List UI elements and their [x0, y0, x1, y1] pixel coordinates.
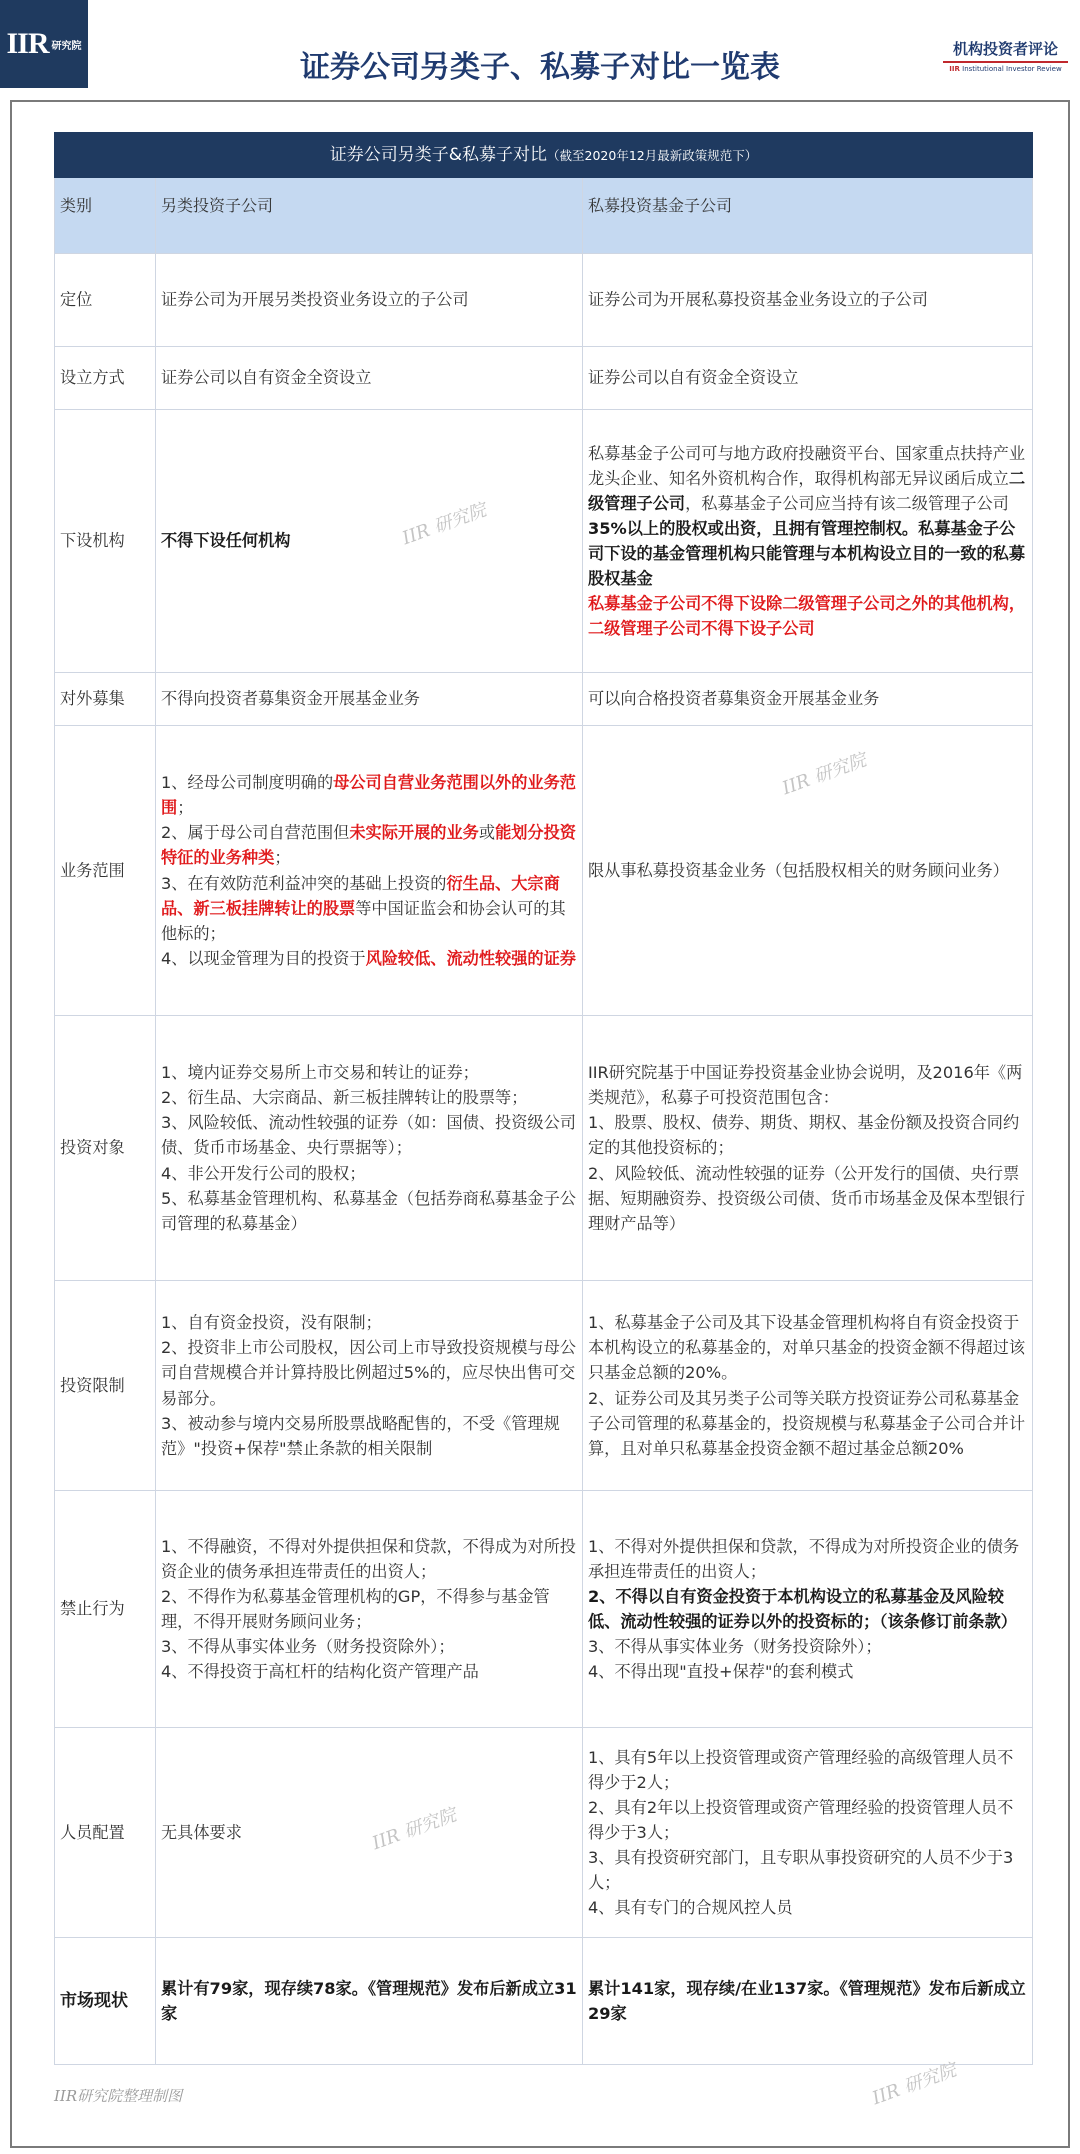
row-category: 业务范围 [55, 726, 156, 1016]
comparison-table [54, 132, 1033, 2065]
cell-text-red: 未实际开展的业务 [349, 823, 479, 843]
table-row [55, 410, 1033, 673]
table-header-row [55, 178, 1033, 254]
list-item: 2、证券公司及其另类子公司等关联方投资证券公司私募基金子公司管理的私募基金的，投资规模与私募基金子公司合并计算，且对单只私募基金投资金额不超过基金总额20% [588, 1388, 1026, 1458]
cell-text-red: 能划分投资特征的业务种类 [161, 823, 576, 868]
cell-pe-sub: 证券公司为开展私募投资基金业务设立的子公司 [583, 254, 1033, 347]
list-item: 3、被动参与境内交易所股票战略配售的，不受《管理规范》"投资+保荐"禁止条款的相关限制 [161, 1413, 560, 1458]
list-item: 1、具有5年以上投资管理或资产管理经验的高级管理人员不得少于2人； [588, 1747, 1014, 1792]
cell-alt-sub: 累计有79家，现存续78家。《管理规范》发布后新成立31家 [156, 1938, 583, 2065]
cell-pe-sub [583, 1728, 1033, 1938]
cell-pe-sub [583, 410, 1033, 673]
row-category: 禁止行为 [55, 1491, 156, 1728]
table-row [55, 1938, 1033, 2065]
row-category: 市场现状 [55, 1938, 156, 2065]
table-row [55, 254, 1033, 347]
table-row [55, 673, 1033, 726]
cell-alt-sub: 无具体要求 [156, 1728, 583, 1938]
table-row [55, 1491, 1033, 1728]
list-item: 5、私募基金管理机构、私募基金（包括券商私募基金子公司管理的私募基金） [161, 1188, 576, 1233]
table-title-row [55, 133, 1033, 178]
cell-alt-sub: 不得向投资者募集资金开展基金业务 [156, 673, 583, 726]
row-category: 投资对象 [55, 1016, 156, 1281]
cell-text-bold: 二级管理子公司 [588, 468, 1026, 513]
list-item: 3、具有投资研究部门，且专职从事投资研究的人员不少于3人； [588, 1848, 1014, 1893]
list-item: 2、投资非上市公司股权，因公司上市导致投资规模与母公司自营规模合并计算持股比例超过5%的，应尽快出售可交易部分。 [161, 1338, 576, 1408]
row-category: 设立方式 [55, 347, 156, 410]
table-title-cell [55, 133, 1033, 178]
cell-text: ，私募基金子公司应当持有该二级管理子公司 [685, 493, 1009, 513]
cell-alt-sub: 证券公司为开展另类投资业务设立的子公司 [156, 254, 583, 347]
iir-logo-mark: IIR [6, 27, 49, 60]
review-logo-en [943, 61, 1068, 73]
watermark: IIR 研究院 [869, 2059, 959, 2110]
list-item: 4、非公开发行公司的股权； [161, 1163, 366, 1183]
cell-text: ； [177, 798, 194, 818]
cell-pe-sub: 限从事私募投资基金业务（包括股权相关的财务顾问业务） [583, 726, 1033, 1016]
row-category: 对外募集 [55, 673, 156, 726]
cell-pe-sub: 累计141家，现存续/在业137家。《管理规范》发布后新成立29家 [583, 1938, 1033, 2065]
cell-alt-sub: 不得下设任何机构 [156, 410, 583, 673]
cell-pe-sub: 可以向合格投资者募集资金开展基金业务 [583, 673, 1033, 726]
page-title: 证券公司另类子、私募子对比一览表 [300, 50, 780, 85]
table-title-note: （截至2020年12月最新政策规范下） [547, 147, 758, 163]
iir-review-logo [943, 38, 1068, 73]
list-item-bold: 2、不得以自有资金投资于本机构设立的私募基金及风险较低、流动性较强的证券以外的投资标的；（该条修订前条款） [588, 1586, 1017, 1631]
list-item: 1、股票、股权、债券、期货、期权、基金份额及投资合同约定的其他投资标的； [588, 1113, 1020, 1158]
cell-text: 1、经母公司制度明确的 [161, 773, 334, 793]
cell-pe-sub [583, 1281, 1033, 1491]
review-logo-mark: IIR [949, 65, 960, 73]
page-header [0, 0, 1080, 115]
table-row [55, 347, 1033, 410]
footer-source-note: IIR研究院整理制图 [54, 2087, 183, 2105]
cell-text-bold: 35%以上的股权或出资，且拥有管理控制权。私募基金子公司下设的基金管理机构只能管理与本机构设立目的一致的私募股权基金 [588, 518, 1026, 589]
list-item: IIR研究院基于中国证券投资基金业协会说明，及2016年《两类规范》，私募子可投资范围包含： [588, 1063, 1023, 1108]
cell-alt-sub [156, 1016, 583, 1281]
list-item: 1、境内证券交易所上市交易和转让的证券； [161, 1063, 479, 1083]
list-item: 2、衍生品、大宗商品、新三板挂牌转让的股票等； [161, 1088, 528, 1108]
cell-text: 4、以现金管理为目的投资于 [161, 948, 366, 968]
list-item: 1、私募基金子公司及其下设基金管理机构将自有资金投资于本机构设立的私募基金的，对单只基金的投资金额不得超过该只基金总额的20%。 [588, 1313, 1026, 1383]
table-row [55, 726, 1033, 1016]
row-category: 人员配置 [55, 1728, 156, 1938]
table-row [55, 1016, 1033, 1281]
table-title: 证券公司另类子&私募子对比 [329, 144, 548, 165]
cell-text: 3、在有效防范利益冲突的基础上投资的 [161, 873, 447, 893]
cell-pe-sub [583, 1016, 1033, 1281]
review-logo-en-text: Institutional Investor Review [962, 65, 1062, 73]
cell-text-red: 衍生品、大宗商品、新三板挂牌转让的股票 [161, 873, 560, 918]
watermark: IIR 研究院 [369, 1804, 459, 1855]
cell-pe-sub [583, 1491, 1033, 1728]
list-item: 1、不得融资，不得对外提供担保和贷款，不得成为对所投资企业的债务承担连带责任的出资人； [161, 1536, 576, 1581]
column-header: 私募投资基金子公司 [583, 178, 1033, 254]
review-logo-cn: 机构投资者评论 [952, 40, 1058, 58]
list-item: 1、不得对外提供担保和贷款，不得成为对所投资企业的债务承担连带责任的出资人； [588, 1536, 1020, 1581]
list-item: 2、不得作为私募基金管理机构的GP，不得参与基金管理，不得开展财务顾问业务； [161, 1586, 550, 1631]
list-item: 3、不得从事实体业务（财务投资除外）； [161, 1637, 455, 1657]
row-category: 定位 [55, 254, 156, 347]
row-category: 下设机构 [55, 410, 156, 673]
cell-pe-sub: 证券公司以自有资金全资设立 [583, 347, 1033, 410]
list-item: 3、风险较低、流动性较强的证券（如：国债、投资级公司债、货币市场基金、央行票据等）； [161, 1113, 576, 1158]
watermark: IIR 研究院 [399, 499, 489, 550]
cell-alt-sub [156, 1491, 583, 1728]
cell-alt-sub [156, 1281, 583, 1491]
cell-alt-sub [156, 726, 583, 1016]
column-header: 另类投资子公司 [156, 178, 583, 254]
cell-text: ； [274, 848, 291, 868]
cell-text-red: 母公司自营业务范围以外的业务范围 [161, 773, 576, 818]
cell-text: 2、属于母公司自营范围但 [161, 823, 350, 843]
row-category: 投资限制 [55, 1281, 156, 1491]
list-item: 4、具有专门的合规风控人员 [588, 1898, 793, 1918]
cell-text-red: 风险较低、流动性较强的证券 [365, 948, 576, 968]
list-item: 3、不得从事实体业务（财务投资除外）； [588, 1637, 882, 1657]
list-item: 2、风险较低、流动性较强的证券（公开发行的国债、央行票据、短期融资券、投资级公司债、货币市场基金及保本型银行理财产品等） [588, 1163, 1026, 1233]
list-item: 1、自有资金投资，没有限制； [161, 1313, 382, 1333]
column-header: 类别 [55, 178, 156, 254]
cell-text: 或 [478, 823, 496, 843]
cell-text: 私募基金子公司可与地方政府投融资平台、国家重点扶持产业龙头企业、知名外资机构合作，取得机构部无异议函后成立 [588, 443, 1026, 488]
iir-logo-text: 研究院 [51, 40, 82, 52]
list-item: 2、具有2年以上投资管理或资产管理经验的投资管理人员不得少于3人； [588, 1797, 1014, 1842]
list-item: 4、不得投资于高杠杆的结构化资产管理产品 [161, 1662, 479, 1682]
cell-text-red: 私募基金子公司不得下设除二级管理子公司之外的其他机构，二级管理子公司不得下设子公司 [588, 594, 1026, 639]
cell-text: 等中国证监会和协会认可的其他标的； [161, 898, 566, 943]
list-item: 4、不得出现"直投+保荐"的套利模式 [588, 1662, 854, 1682]
watermark: IIR 研究院 [779, 749, 869, 800]
table-row [55, 1728, 1033, 1938]
cell-alt-sub: 证券公司以自有资金全资设立 [156, 347, 583, 410]
table-row [55, 1281, 1033, 1491]
